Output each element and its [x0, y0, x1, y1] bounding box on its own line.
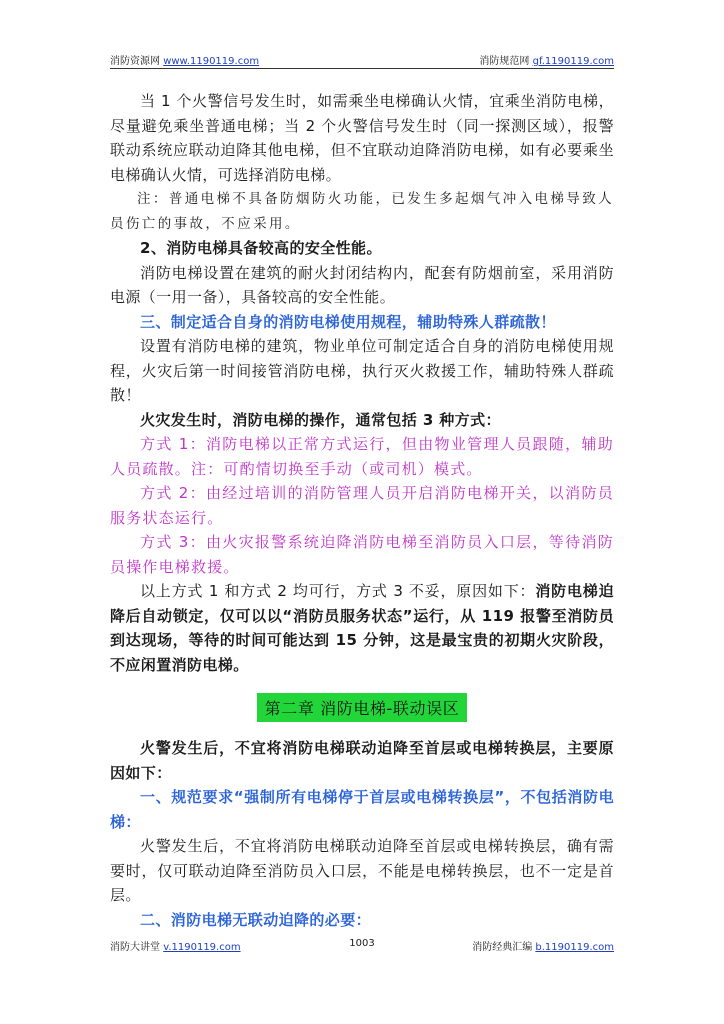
heading-operation-methods: 火灾发生时，消防电梯的操作，通常包括 3 种方式：	[140, 410, 501, 429]
footer-left-label: 消防大讲堂	[110, 942, 160, 953]
paragraph-usage-rules: 设置有消防电梯的建筑，物业单位可制定适合自身的消防电梯使用规程，火灾后第一时间接管消防电梯，执行灭火救援工作，辅助特殊人群疏散！	[110, 337, 614, 404]
document-body	[110, 89, 614, 932]
footer-right-label: 消防经典汇编	[472, 942, 533, 953]
conclusion-part-2: 消防电梯迫降后自动锁定，仅可以以“消防员服务状态”运行，从 119 报警至消防员到达现场，等待的时间可能达到 15 分钟，这是最宝贵的初期火灾阶段，不应闲置消防电梯。	[110, 582, 614, 674]
note-ordinary-elevator: 注：普通电梯不具备防烟防火功能，已发生多起烟气冲入电梯导致人员伤亡的事故，不应采用。	[110, 191, 614, 232]
header-left-link[interactable]: www.1190119.com	[163, 56, 260, 67]
method-three: 方式 3：由火灾报警系统迫降消防电梯至消防员入口层，等待消防员操作电梯救援。	[110, 533, 614, 576]
heading-safety-performance: 2、消防电梯具备较高的安全性能。	[140, 239, 382, 257]
footer-right-link[interactable]: b.1190119.com	[535, 942, 614, 953]
method-one: 方式 1：消防电梯以正常方式运行，但由物业管理人员跟随，辅助人员疏散。注：可酌情切换至手动（或司机）模式。	[110, 435, 614, 478]
heading-section-three: 三、制定适合自身的消防电梯使用规程，辅助特殊人群疏散！	[140, 312, 556, 331]
header-left	[110, 52, 259, 67]
footer-right	[472, 938, 614, 953]
page-footer	[110, 938, 614, 954]
paragraph-safety-performance: 消防电梯设置在建筑的耐火封闭结构内，配套有防烟前室，采用消防电源（一用一备），具备较高的安全性能。	[110, 263, 614, 306]
paragraph-chapter-intro: 火警发生后，不宜将消防电梯联动迫降至首层或电梯转换层，主要原因如下：	[110, 739, 614, 782]
footer-left-link[interactable]: v.1190119.com	[163, 942, 241, 953]
page-number: 1003	[349, 938, 375, 949]
conclusion-part-1: 以上方式 1 和方式 2 均可行，方式 3 不妥，原因如下：	[140, 582, 536, 600]
header-right-label: 消防规范网	[479, 56, 530, 67]
page-header	[110, 50, 614, 69]
chapter-title: 第二章 消防电梯-联动误区	[257, 693, 468, 722]
heading-rule-two: 二、消防电梯无联动迫降的必要：	[140, 910, 372, 929]
header-right-link[interactable]: gf.1190119.com	[532, 56, 614, 67]
paragraph-conclusion	[110, 579, 614, 677]
paragraph-fire-alarm-signals: 当 1 个火警信号发生时，如需乘坐电梯确认火情，宜乘坐消防电梯，尽量避免乘坐普通电梯；当 2 个火警信号发生时（同一探测区域），报警联动系统应联动迫降其他电梯，但不宜联动迫降消防电梯，如有必要乘坐电梯确认火情，可选择消防电梯。	[110, 92, 614, 184]
heading-rule-one: 一、规范要求“强制所有电梯停于首层或电梯转换层”，不包括消防电梯：	[110, 788, 614, 831]
method-two: 方式 2：由经过培训的消防管理人员开启消防电梯开关，以消防员服务状态运行。	[110, 484, 614, 527]
chapter-title-wrap	[110, 693, 614, 722]
paragraph-rule-one: 火警发生后，不宜将消防电梯联动迫降至首层或电梯转换层，确有需要时，仅可联动迫降至消防员入口层，不能是电梯转换层，也不一定是首层。	[110, 837, 614, 904]
header-left-label: 消防资源网	[110, 56, 160, 67]
header-right	[479, 52, 614, 67]
